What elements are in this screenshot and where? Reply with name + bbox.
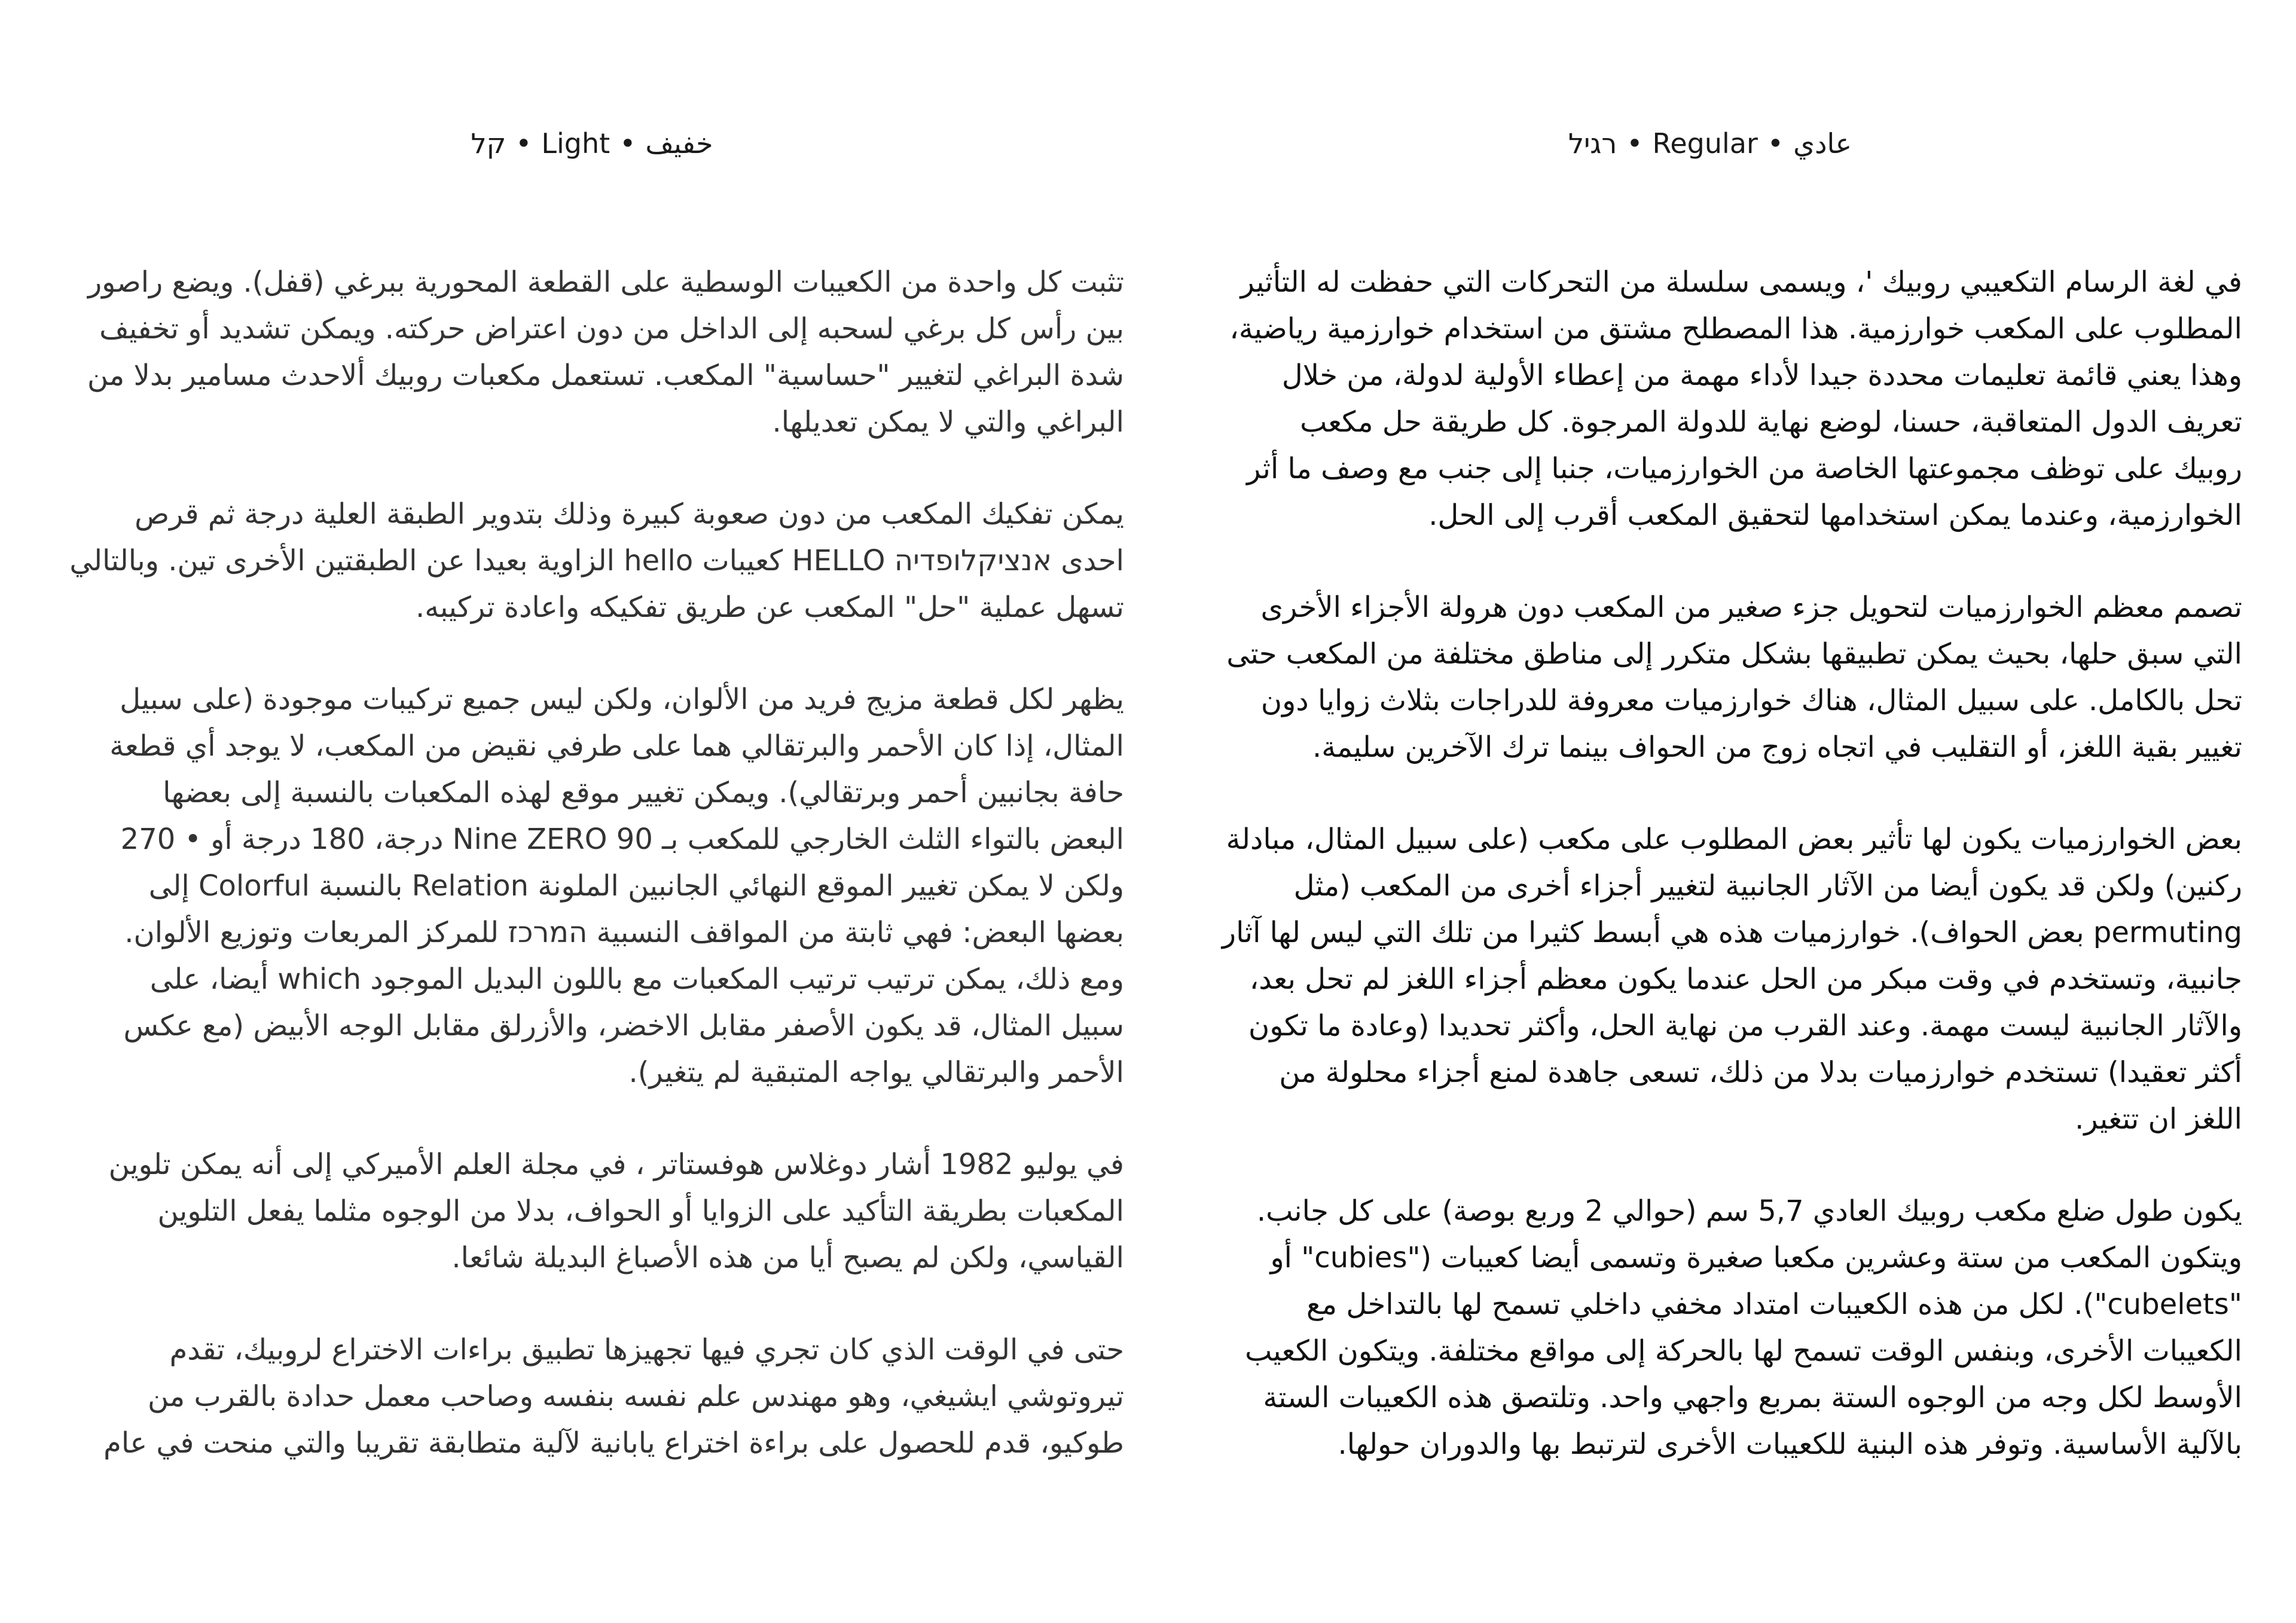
regular-column-header xyxy=(1178,124,2242,163)
regular-column xyxy=(1178,0,2242,1623)
header-separator: • xyxy=(515,127,532,160)
text-line: permuting بعض الحواف). خوارزميات هذه هي أبسط كثيرا من تلك التي ليس لها آثار xyxy=(1222,916,2242,949)
text-line: بين رأس كل برغي لسحبه إلى الداخل من دون اعتراض حركته. ويمكن تشديد أو تخفيف xyxy=(99,312,1124,346)
text-line: حتى في الوقت الذي كان تجري فيها تجهيزها تطبيق براءات الاختراع لروبيك، تقدم xyxy=(169,1333,1124,1367)
text-line: أكثر تعقيدا) تستخدم خوارزميات بدلا من ذلك، تسعى جاهدة لمنع أجزاء محلولة من xyxy=(1279,1056,2242,1089)
text-line: يكون طول ضلع مكعب روبيك العادي 5,7 سم (حوالي 2 وربع بوصة) على كل جانب. xyxy=(1256,1194,2242,1228)
text-line: ركنين) ولكن قد يكون أيضا من الآثار الجانبية لتغيير أجزاء أخرى من المكعب (مثل xyxy=(1293,869,2242,903)
paragraph xyxy=(1178,584,2242,771)
text-line: بالآلية الأساسية. وتوفر هذه البنية للكعيبات الأخرى لترتبط بها والدوران حولها. xyxy=(1338,1428,2242,1461)
text-line: في لغة الرسام التكعيبي روبيك '، ويسمى سلسلة من التحركات التي حفظت له التأثير xyxy=(1240,265,2242,299)
light-body-text xyxy=(60,259,1124,1512)
header-hebrew: רגיל xyxy=(1568,127,1617,160)
text-line: يمكن تفكيك المكعب من دون صعوبة كبيرة وذلك بتدوير الطبقة العلية درجة ثم قرص xyxy=(135,497,1124,531)
header-hebrew: קל xyxy=(471,127,506,160)
text-line: البعض بالتواء الثلث الخارجي للمكعب بـ Nine ZERO 90 درجة، 180 درجة أو • 270 xyxy=(120,823,1124,856)
text-line: تغيير بقية اللغز، أو التقليب في اتجاه زوج من الحواف بينما ترك الآخرين سليمة. xyxy=(1312,730,2242,764)
text-line: شدة البراغي لتغيير "حساسية" المكعب. تستعمل مكعبات روبيك ألاحدث مسامير بدلا من xyxy=(87,359,1124,392)
header-latin: Regular xyxy=(1652,127,1758,160)
text-line: اللغز ان تتغير. xyxy=(2075,1102,2242,1136)
paragraph xyxy=(60,676,1124,1096)
text-line: بعضها البعض: فهي ثابتة من المواقف النسبية המרכז للمركز المربعات وتوزيع الألوان. xyxy=(124,916,1124,949)
header-separator: • xyxy=(619,127,636,160)
text-line: ومع ذلك، يمكن ترتيب ترتيب المكعبات مع باللون البديل الموجود which أيضا، على xyxy=(149,962,1124,996)
text-line: سبيل المثال، قد يكون الأصفر مقابل الاخضر، والأزرلق مقابل الوجه الأبيض (مع عكس xyxy=(123,1009,1124,1043)
header-separator: • xyxy=(1626,127,1643,160)
text-line: جانبية، وتستخدم في وقت مبكر من الحل عندما يكون معظم أجزاء اللغز لم تحل بعد، xyxy=(1249,962,2242,996)
paragraph xyxy=(60,491,1124,631)
text-line: المكعبات بطريقة التأكيد على الزوايا أو الحواف، بدلا من الوجوه مثلما يفعل التلوين xyxy=(157,1194,1124,1228)
text-line: القياسي، ولكن لم يصبح أيا من هذه الأصباغ البديلة شائعا. xyxy=(451,1241,1124,1274)
header-arabic: عادي xyxy=(1793,127,1852,160)
text-line: طوكيو، قدم للحصول على براءة اختراع يابانية لآلية متطابقة تقريبا والتي منحت في عام xyxy=(103,1426,1124,1460)
light-column xyxy=(60,0,1124,1623)
paragraph xyxy=(60,1141,1124,1281)
text-line: احدى אנציקלופדיה HELLO كعيبات hello الزاوية بعيدا عن الطبقتين الأخرى تين. وبالتالي xyxy=(69,544,1124,577)
paragraph xyxy=(1178,259,2242,539)
paragraph xyxy=(1178,1188,2242,1468)
text-line: تعريف الدول المتعاقبة، حسنا، لوضع نهاية للدولة المرجوة. كل طريقة حل مكعب xyxy=(1300,405,2242,439)
text-line: تسهل عملية "حل" المكعب عن طريق تفكيكه واعادة تركيبه. xyxy=(416,591,1124,624)
paragraph xyxy=(60,1326,1124,1466)
text-line: بعض الخوارزميات يكون لها تأثير بعض المطلوب على مكعب (على سبيل المثال، مبادلة xyxy=(1226,823,2242,856)
text-line: تثبت كل واحدة من الكعيبات الوسطية على القطعة المحورية ببرغي (قفل). ويضع راصور xyxy=(87,265,1124,299)
text-line: الخوارزمية، وعندما يمكن استخدامها لتحقيق المكعب أقرب إلى الحل. xyxy=(1428,499,2242,532)
text-line: والآثار الجانبية ليست مهمة. وعند القرب من نهاية الحل، وأكثر تحديدا (وعادة ما تكون xyxy=(1248,1009,2242,1043)
text-line: يظهر لكل قطعة مزيج فريد من الألوان، ولكن ليس جميع تركيبات موجودة (على سبيل xyxy=(120,683,1124,716)
text-line: الكعيبات الأخرى، وبنفس الوقت تسمح لها بالحركة إلى مواقع مختلفة. ويتكون الكعيب xyxy=(1245,1334,2242,1368)
text-line: التي سبق حلها، بحيث يمكن تطبيقها بشكل متكرر إلى مناطق مختلفة من المكعب حتى xyxy=(1226,637,2242,671)
text-line: البراغي والتي لا يمكن تعديلها. xyxy=(772,405,1124,439)
regular-body-text xyxy=(1178,259,2242,1513)
text-line: الأحمر والبرتقالي يواجه المتبقية لم يتغير). xyxy=(628,1056,1124,1089)
header-latin: Light xyxy=(541,127,610,160)
text-line: وهذا يعني قائمة تعليمات محددة جيدا لأداء مهمة من إعطاء الأولية لدولة، من خلال xyxy=(1281,359,2242,392)
paragraph xyxy=(1178,816,2242,1142)
text-line: الأوسط لكل وجه من الوجوه الستة بمربع واجهي واحد. وتلتصق هذه الكعيبات الستة xyxy=(1263,1381,2242,1414)
text-line: في يوليو 1982 أشار دوغلاس هوفستاتر ، في مجلة العلم الأميركي إلى أنه يمكن تلوين xyxy=(108,1148,1124,1181)
header-arabic: خفيف xyxy=(645,127,713,160)
light-column-header xyxy=(60,124,1124,163)
text-line: ويتكون المكعب من ستة وعشرين مكعبا صغيرة وتسمى أيضا كعيبات ("cubies" أو xyxy=(1270,1241,2242,1274)
text-line: المطلوب على المكعب خوارزمية. هذا المصطلح مشتق من استخدام خوارزمية رياضية، xyxy=(1229,312,2242,346)
text-line: تيروتوشي ايشيغي، وهو مهندس علم نفسه بنفسه وصاحب معمل حدادة بالقرب من xyxy=(147,1380,1124,1413)
text-line: "cubelets"). لكل من هذه الكعيبات امتداد مخفي داخلي تسمح لها بالتداخل مع xyxy=(1306,1288,2242,1321)
text-line: المثال، إذا كان الأحمر والبرتقالي هما على طرفي نقيض من المكعب، لا يوجد أي قطعة xyxy=(109,729,1124,763)
text-line: تصمم معظم الخوارزميات لتحويل جزء صغير من المكعب دون هرولة الأجزاء الأخرى xyxy=(1260,591,2242,624)
text-line: تحل بالكامل. على سبيل المثال، هناك خوارزميات معروفة للدراجات بثلاث زوايا دون xyxy=(1260,684,2242,717)
text-line: ولكن لا يمكن تغيير الموقع النهائي الجانبين الملونة Relation بالنسبة Colorful إلى xyxy=(148,869,1124,903)
header-separator: • xyxy=(1767,127,1784,160)
paragraph xyxy=(60,259,1124,445)
text-line: حافة بجانبين أحمر وبرتقالي). ويمكن تغيير موقع لهذه المكعبات بالنسبة إلى بعضها xyxy=(163,776,1124,809)
text-line: روبيك على توظف مجموعتها الخاصة من الخوارزميات، جنبا إلى جنب مع وصف ما أثر xyxy=(1247,452,2242,485)
